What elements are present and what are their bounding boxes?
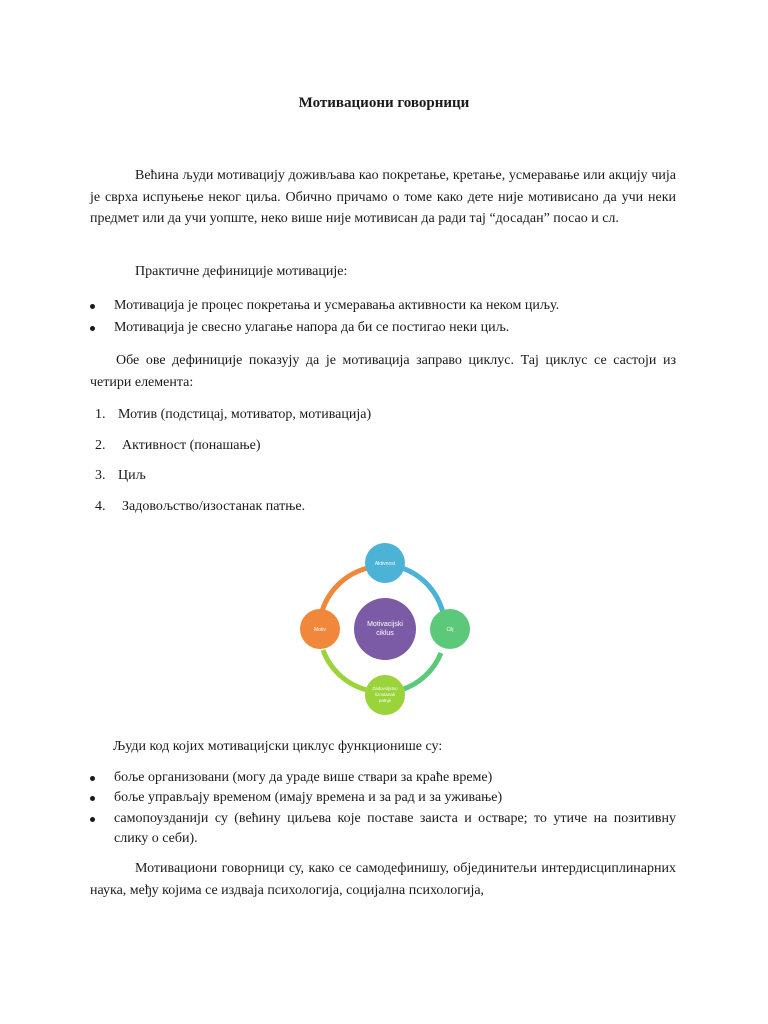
motivation-cycle-diagram xyxy=(295,535,475,720)
element-item: 3. Циљ xyxy=(95,468,146,483)
people-item: боље организовани (могу да ураде више ствари за краће време) xyxy=(90,768,676,788)
arc-top-right xyxy=(402,568,443,613)
cycle-intro-paragraph: Обе ове дефиниције показују да је мотивација заправо циклус. Тај циклус се састоји из четири елемента: xyxy=(90,353,676,390)
element-item: 1. Мотив (подстицај, мотиватор, мотивација) xyxy=(95,407,372,422)
bullet-icon xyxy=(90,776,95,781)
element-item: 4. Задовољство/изостанак патње. xyxy=(95,499,306,514)
arc-right-bottom xyxy=(401,653,441,690)
label-goal: Cilj xyxy=(446,627,454,633)
people-item: боље управљају временом (имају времена и за рад и за уживање) xyxy=(90,788,676,808)
definition-item: Мотивација је свесно улагање напора да би се постигао неки циљ. xyxy=(90,318,676,338)
label-satisfaction-3: patnje xyxy=(378,698,392,703)
closing-paragraph: Мотивациони говорници су, како се самодефинишу, објединитељи интердисциплинарних наука, међу којима се издваја психологија, социјална психологија, xyxy=(90,861,676,898)
definitions-heading: Практичне дефиниције мотивације: xyxy=(135,264,348,279)
arc-left-top xyxy=(321,568,368,615)
people-item: самопоузданији су (већину циљева које поставе заиста и остваре; то утиче на позитивну слику о себи). xyxy=(90,809,676,849)
document-title: Мотивациони говорници xyxy=(298,95,470,111)
bullet-icon xyxy=(90,817,95,822)
bullet-icon xyxy=(90,304,95,309)
label-activity: Aktivnost xyxy=(374,561,396,567)
label-satisfaction-2: /izostanak xyxy=(374,692,396,697)
bullet-icon xyxy=(90,796,95,801)
arc-bottom-left xyxy=(323,650,367,690)
element-item: 2. Активност (понашање) xyxy=(95,438,261,453)
people-heading: Људи код којих мотивацијски циклус функционише су: xyxy=(113,739,443,754)
cycle-diagram-svg xyxy=(295,535,475,720)
label-satisfaction-1: Zadovoljstvo xyxy=(372,686,398,691)
label-center-2: ciklus xyxy=(376,630,394,637)
label-center-1: Motivacijski xyxy=(367,621,403,628)
intro-paragraph: Већина људи мотивацију доживљава као покретање, кретање, усмеравање или акцију чија је сврха испуњење неког циља. Обично причамо о томе како дете није мотивисано да учи неки предмет или да учи уопште, неко више није мотивисан да ради тај “досадан” посао и сл. xyxy=(90,168,676,226)
definition-item: Мотивација је процес покретања и усмеравања активности ка неком циљу. xyxy=(90,296,676,316)
label-motive: Motiv xyxy=(314,627,326,633)
bullet-icon xyxy=(90,326,95,331)
node-center xyxy=(354,598,416,660)
